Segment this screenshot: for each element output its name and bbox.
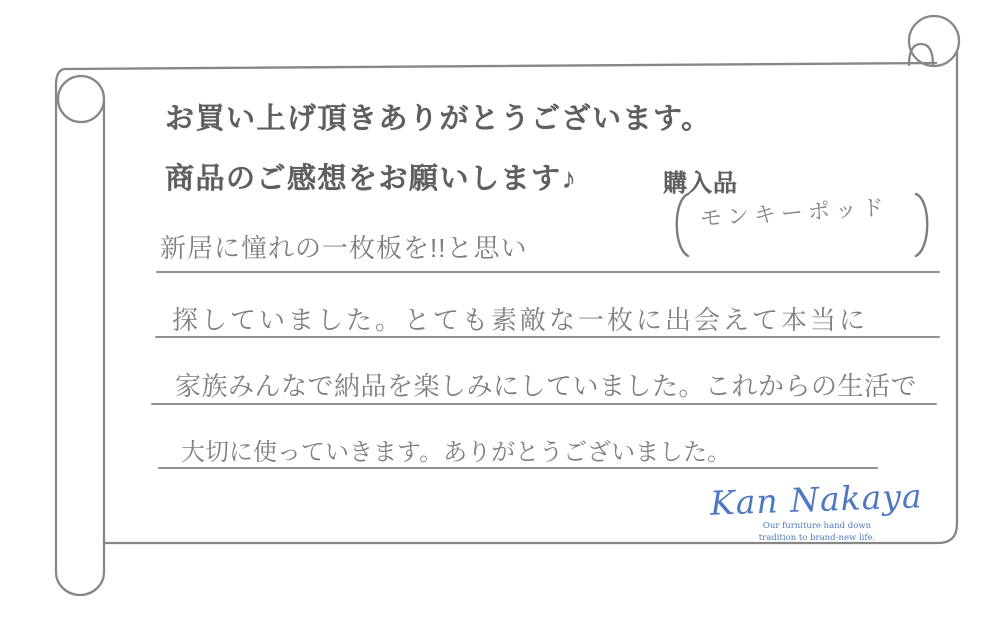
signature-tagline	[736, 520, 898, 545]
signature-name: Kan Nakaya	[709, 476, 924, 523]
message-line-3: 家族みんなで納品を楽しみにしていました。これからの生活で	[175, 371, 918, 401]
scroll-left-curl	[58, 76, 104, 122]
purchased-item-value: モンキーポッド	[699, 194, 890, 231]
signature-tagline-line-2: tradition to brand-new life.	[758, 533, 876, 544]
message-line-1: 新居に憧れの一枚板を!!と思い	[160, 233, 528, 263]
message-line-4: 大切に使っていきます。ありがとうございました。	[181, 439, 732, 466]
scroll-right-curl	[909, 16, 959, 66]
signature-tagline-line-1: Our furniture hand down	[762, 521, 872, 531]
message-line-2: 探していました。とても素敵な一枚に出会えて本当に	[172, 305, 869, 335]
purchased-item-label: 購入品	[663, 170, 738, 197]
feedback-request-heading: 商品のご感想をお願いします♪	[165, 163, 578, 195]
thanks-heading: お買い上げ頂きありがとうございます。	[165, 103, 712, 135]
